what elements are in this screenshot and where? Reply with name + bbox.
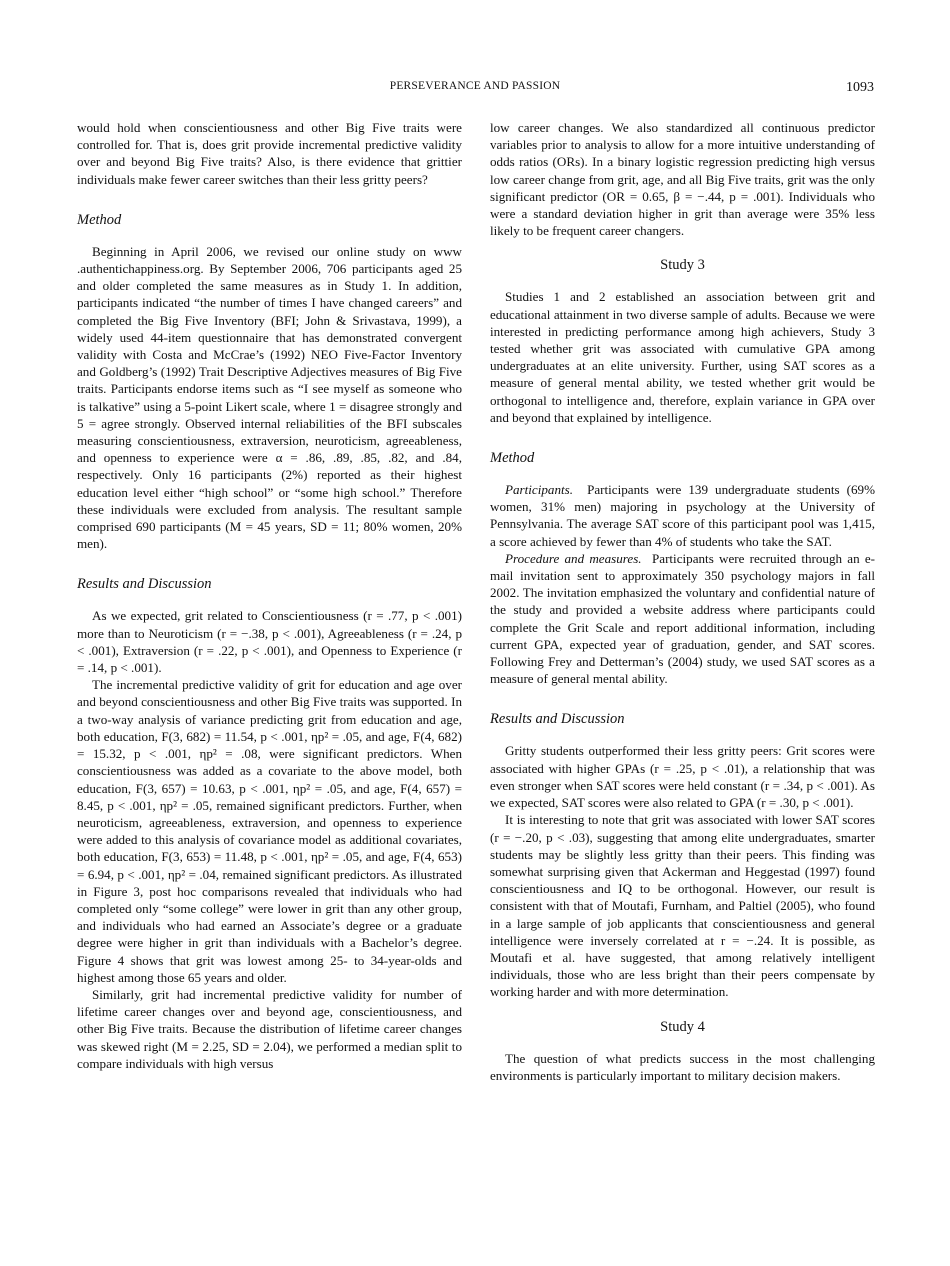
paragraph: Studies 1 and 2 established an association between grit and educational attainment in two diverse sample of adults. Because we were interested in predicting performance among high achievers, Study 3 tested whether grit was associated with cumulative GPA among undergraduates at an elite university. Further, using SAT scores as a measure of general mental ability, we tested whether grit would be orthogonal to intelligence and, therefore, explain variance in GPA over and beyond that explained by intelligence. xyxy=(490,289,875,425)
paragraph: It is interesting to note that grit was associated with lower SAT scores (r = −.20, p < .03), suggesting that among elite undergraduates, smarter students may be slightly less gritty than their peers. This finding was somewhat surprising given that Ackerman and Heggestad (1997) found conscientiousness and IQ to be orthogonal. However, our result is consistent with that of Moutafi, Furnham, and Paltiel (2005), who found in a large sample of job applicants that conscientiousness and general intelligence were inversely correlated at r = −.24. It is possible, as Moutafi et al. have suggested, that among relatively intelligent individuals, those who are less bright than their peers compensate by working harder and with more determination. xyxy=(490,812,875,1000)
paragraph: Similarly, grit had incremental predictive validity for number of lifetime career changes over and beyond age, conscientiousness, and other Big Five traits. Because the distribution of lifetime career changes was skewed right (M = 2.25, SD = 2.04), we performed a median split to compare individuals with high versus xyxy=(77,986,462,1071)
paragraph: As we expected, grit related to Conscientiousness (r = .77, p < .001) more than to Neuroticism (r = −.38, p < .001), Agreeableness (r = .24, p < .001), Extraversion (r = .22, p < .001), and Openness to Experience (r = .14, p < .001). xyxy=(77,608,462,676)
section-heading-method: Method xyxy=(77,211,122,228)
left-column xyxy=(77,119,462,1072)
paragraph: The incremental predictive validity of grit for education and age over and beyond conscientiousness and other Big Five traits was supported. In a two-way analysis of variance predicting grit from education and age, both education, F(3, 682) = 11.54, p < .001, ηp² = .05, and age, F(4, 682) = 15.32, p < .001, ηp² = .08, were significant predictors. When conscientiousness was added as a covariate to the above model, both education, F(3, 657) = 10.63, p < .001, ηp² = .05, and age, F(4, 657) = 8.45, p < .001, ηp² = .05, remained significant predictors. Further, when neuroticism, agreeableness, extraversion, and openness to experience were added to this analysis of covariance model as additional covariates, both education, F(3, 653) = 11.48, p < .001, ηp² = .05, and age, F(4, 653) = 6.94, p < .001, ηp² = .04, remained significant predictors. As illustrated in Figure 3, post hoc comparisons revealed that individuals who had completed only “some college” were lower in grit than any other group, and individuals who had earned an Associate’s degree or a graduate degree were higher in grit than individuals with a Bachelor’s degree. Figure 4 shows that grit was lowest among 25- to 34-year-olds and highest among those 65 years and older. xyxy=(77,677,462,985)
paragraph: Beginning in April 2006, we revised our online study on www .authentichappiness.org. By September 2006, 706 participants aged 25 and older completed the same measures as in Study 1. In addition, participants indicated “the number of times I have changed careers” and completed the Big Five Inventory (BFI; John & Srivastava, 1999), a widely used 44-item questionnaire that has demonstrated convergent validity with Costa and McCrae’s (1992) NEO Five-Factor Inventory and Goldberg’s (1992) Trait Descriptive Adjectives measures of Big Five traits. Participants endorse items such as “I see myself as someone who is talkative” using a 5-point Likert scale, where 1 = disagree strongly and 5 = agree strongly. Observed internal reliabilities of the BFI subscales measuring conscientiousness, extraversion, neuroticism, agreeableness, and openness to experience were α = .86, .89, .85, .82, and .84, respectively. Only 16 participants (2%) reported as their highest education level either “high school” or “some high school.” Therefore these individuals were excluded from analysis. The resultant sample comprised 690 participants (M = 45 years, SD = 11; 80% women, 20% men). xyxy=(77,243,462,552)
paragraph: Gritty students outperformed their less gritty peers: Grit scores were associated with higher GPAs (r = .25, p < .01), a relationship that was even stronger when SAT scores were held constant (r = .34, p < .001). As we expected, SAT scores were also related to GPA (r = .30, p < .001). xyxy=(490,743,875,811)
section-heading-results: Results and Discussion xyxy=(490,711,625,728)
paragraph-participants xyxy=(490,481,875,550)
paragraph-procedure xyxy=(490,550,875,688)
run-in-heading: Participants. xyxy=(505,482,574,498)
study-heading-3: Study 3 xyxy=(660,257,705,274)
right-column xyxy=(490,119,875,1084)
paragraph-text: Participants were 139 undergraduate students (69% women, 31% men) majoring in psychology at the University of Pennsylvania. The average SAT score of this participant pool was 1,415, a score achieved by fewer than 4% of students who take the SAT. xyxy=(490,482,875,549)
page-number: 1093 xyxy=(846,80,874,95)
section-heading-results: Results and Discussion xyxy=(77,576,212,593)
section-heading-method: Method xyxy=(490,450,535,467)
paragraph: would hold when conscientiousness and other Big Five traits were controlled for. That is, does grit provide incremental predictive validity over and beyond Big Five traits? Also, is there evidence that grittier individuals make fewer career switches than their less gritty peers? xyxy=(77,120,462,187)
paragraph: low career changes. We also standardized all continuous predictor variables prior to analysis to allow for a more intuitive understanding of odds ratios (ORs). In a binary logistic regression predicting high versus low career change from grit, age, and all Big Five traits, grit was the only significant predictor (OR = 0.65, β = −.44, p = .001). Individuals who were a standard deviation higher in grit than average were 35% less likely to be frequent career changers. xyxy=(490,120,875,239)
run-in-heading: Procedure and measures. xyxy=(505,550,642,566)
running-head: PERSEVERANCE AND PASSION xyxy=(389,80,561,92)
study-heading-4: Study 4 xyxy=(660,1018,705,1035)
paragraph-text: Participants were recruited through an e-mail invitation sent to approximately 350 psychology majors in fall 2002. The invitation emphasized the voluntary and confidential nature of the study and provided a website address where participants could complete the Grit Scale and report additional information, including current GPA, expected year of graduation, gender, and SAT scores. Following Frey and Detterman’s (2004) study, we used SAT scores as a measure of general mental ability. xyxy=(490,550,875,687)
paragraph: The question of what predicts success in the most challenging environments is particularly important to military decision makers. xyxy=(490,1050,875,1083)
